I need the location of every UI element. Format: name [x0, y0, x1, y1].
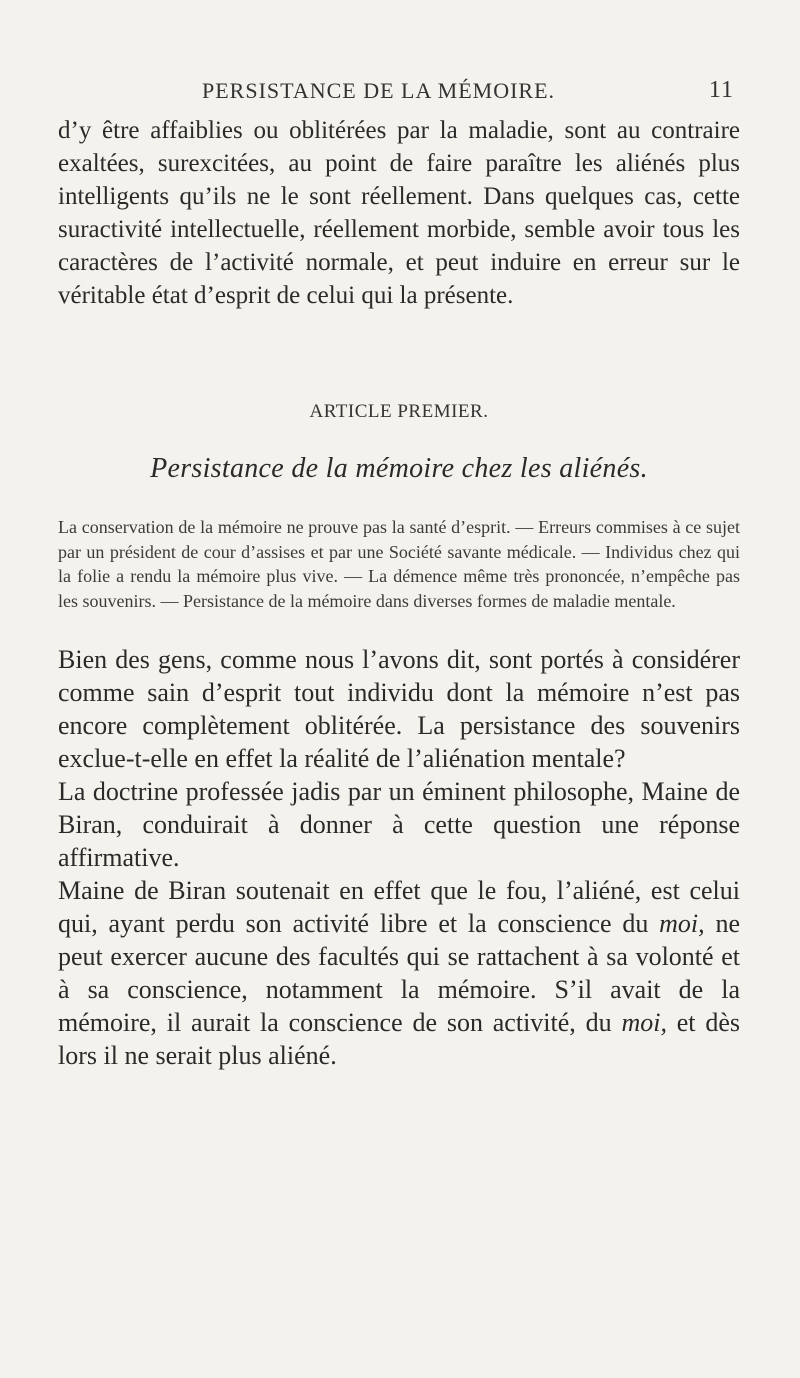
section-title: Persistance de la mémoire chez les aliénés. [150, 453, 648, 484]
article-heading: ARTICLE PREMIER. [309, 401, 489, 422]
page-number: 11 [708, 77, 734, 103]
intro-paragraph: d’y être affaiblies ou oblitérées par la maladie, sont au contraire exaltées, surexcitées, au point de faire paraître les aliénés plus intelligents qu’ils ne le sont réellement. Dans quelques cas, cette suractivité intellectuelle, réellement morbide, semble avoir tous les caractères de l’activité normale, et peut induire en erreur sur le véritable état d’esprit de celui qui la présente. [58, 117, 740, 309]
body-text [58, 643, 740, 1072]
book-page [58, 78, 740, 1072]
body-paragraph-1: Bien des gens, comme nous l’avons dit, sont portés à considérer comme sain d’esprit tout individu dont la mémoire n’est pas encore complètement oblitérée. La persistance des souvenirs exclue-t-elle en effet la réalité de l’aliénation mentale? [58, 645, 740, 773]
body-paragraph-2: La doctrine professée jadis par un éminent philosophe, Maine de Biran, conduirait à donner à cette question une réponse affirmative. [58, 777, 740, 872]
body-paragraph-3 [58, 874, 740, 1072]
para3-text-3: et dès lors il ne serait plus aliéné. [58, 1008, 741, 1070]
para3-italic-moi-1: moi, [659, 909, 705, 938]
running-head [58, 78, 740, 108]
chapter-summary: La conservation de la mémoire ne prouve pas la santé d’esprit. — Erreurs commises à ce sujet par un président de cour d’assises et par une Société savante médicale. — Individus chez qui la folie a rendu la mémoire plus vive. — La démence même très prononcée, n’empêche pas les souvenirs. — Persistance de la mémoire dans diverses formes de maladie mentale. [58, 517, 740, 611]
para3-italic-moi-2: moi, [621, 1008, 667, 1037]
para3-text-1: Maine de Biran soutenait en effet que le fou, l’aliéné, est celui qui, ayant perdu son activité libre et la conscience du [58, 876, 740, 938]
para3-text-2: ne peut exercer aucune des facultés qui se rattachent à sa volonté et à sa conscience, notamment la mémoire. S’il avait de la mémoire, il aurait la conscience de son activité, du [58, 909, 741, 1037]
running-title: PERSISTANCE DE LA MÉMOIRE. [202, 78, 556, 103]
